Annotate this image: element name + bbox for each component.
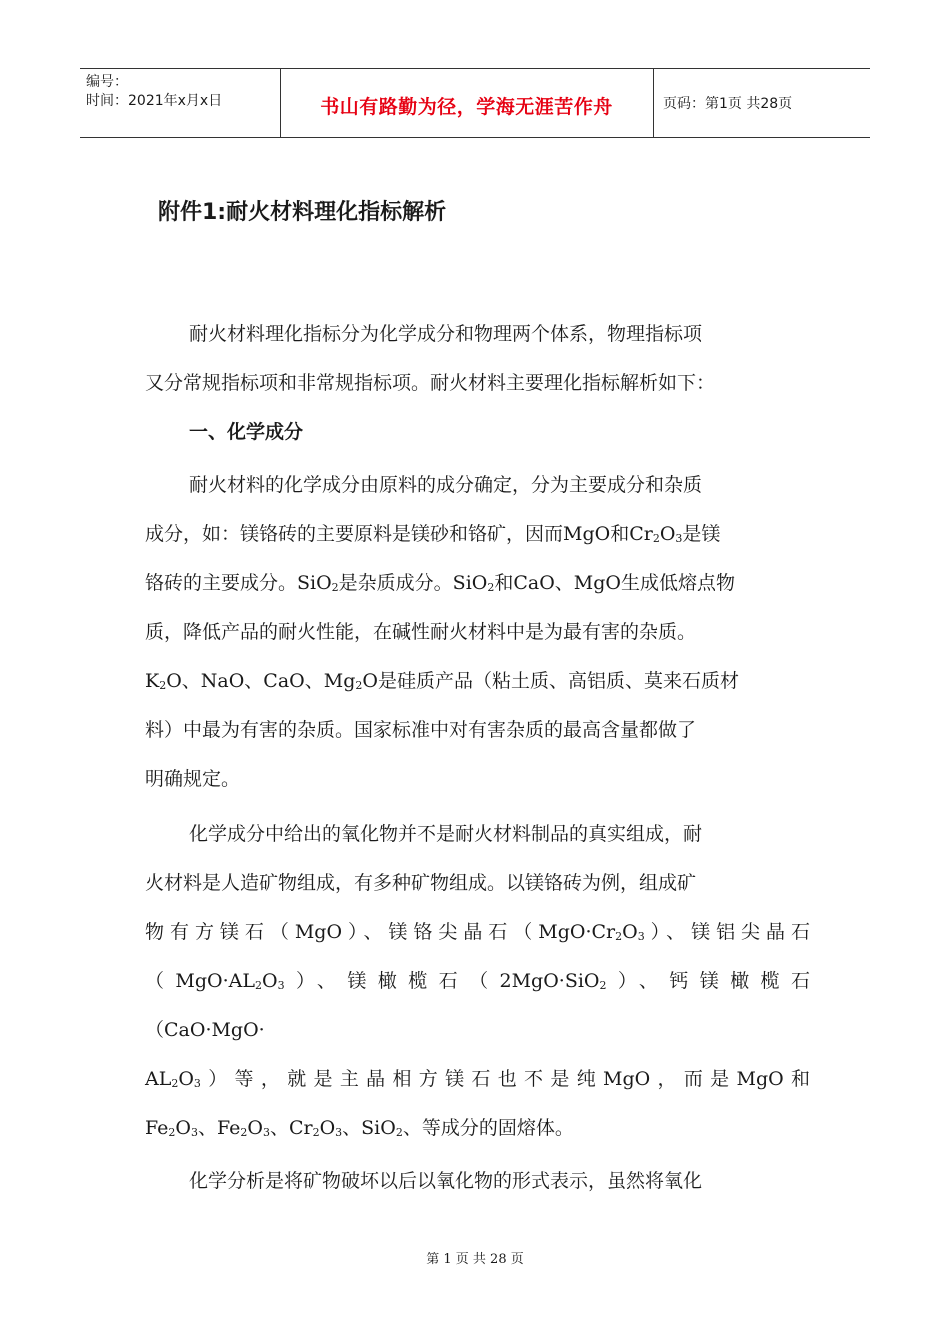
text-run: 、SiO [342, 1117, 396, 1139]
text-run: K [145, 670, 160, 692]
text-line [145, 1104, 810, 1153]
header-page-info: 页码：第1页 共28页 [663, 96, 793, 112]
subscript: 2 [171, 1077, 179, 1090]
text-line: （CaO·MgO· [145, 1019, 265, 1041]
text-run: 是杂质成分。SiO [338, 572, 488, 594]
text-run: O [319, 1117, 336, 1139]
paragraph-chemical [145, 461, 810, 804]
page-footer: 第 1 页 共 28 页 [426, 1252, 524, 1267]
text-run: ）、镁铝尖晶石 [644, 921, 810, 943]
subscript: 2 [395, 1126, 403, 1139]
subscript: 2 [255, 979, 262, 992]
subscript: 2 [487, 581, 495, 594]
text-run: 铬砖的主要成分。SiO [145, 572, 332, 594]
text-run: O [247, 1117, 263, 1139]
text-line [145, 510, 810, 559]
paragraph-analysis [145, 1157, 810, 1206]
intro-paragraph [145, 310, 810, 457]
text-line: 耐火材料理化指标分为化学成分和物理两个体系，物理指标项 [189, 323, 703, 345]
text-run: ）等，就是主晶相方镁石也不是纯MgO，而是MgO和 [200, 1068, 810, 1090]
text-run: O、NaO、CaO、Mg [166, 670, 356, 692]
subscript: 3 [637, 930, 645, 943]
text-line: 火材料是人造矿物组成，有多种矿物组成。以镁铬砖为例，组成矿 [145, 872, 697, 894]
text-run: AL [145, 1068, 172, 1090]
text-line: 明确规定。 [145, 768, 241, 790]
text-line [145, 657, 810, 706]
subscript: 2 [312, 1126, 320, 1139]
text-line: 耐火材料的化学成分由原料的成分确定，分为主要成分和杂质 [189, 474, 703, 496]
text-run: O是硅质产品（粘土质、高铝质、莫来石质材 [362, 670, 739, 692]
text-run: 成分，如：镁铬砖的主要原料是镁砂和铬矿，因而MgO和Cr [145, 523, 653, 545]
text-line [145, 957, 810, 1006]
text-run: O [178, 1068, 194, 1090]
subscript: 2 [615, 930, 623, 943]
text-run: 和CaO、MgO生成低熔点物 [494, 572, 735, 594]
text-run: O [659, 523, 676, 545]
subscript: 2 [599, 979, 607, 992]
text-run: O [622, 921, 638, 943]
subscript: 3 [190, 1126, 198, 1139]
page-header [80, 68, 870, 138]
text-run: O [175, 1117, 191, 1139]
header-meta [86, 73, 276, 111]
text-run: 、等成分的固熔体。 [402, 1117, 574, 1139]
header-divider [653, 69, 654, 137]
text-run: 是镁 [682, 523, 721, 545]
subscript: 3 [277, 979, 285, 992]
subscript: 3 [335, 1126, 343, 1139]
number-label: 编号： [86, 74, 128, 90]
subscript: 2 [240, 1126, 248, 1139]
text-line: 化学分析是将矿物破坏以后以氧化物的形式表示，虽然将氧化 [189, 1170, 703, 1192]
time-label: 时间：2021年x月x日 [86, 93, 223, 109]
text-line [145, 908, 810, 957]
text-line: 又分常规指标项和非常规指标项。耐火材料主要理化指标解析如下： [145, 372, 716, 394]
text-line: 料）中最为有害的杂质。国家标准中对有害杂质的最高含量都做了 [145, 719, 697, 741]
text-line [145, 559, 810, 608]
subscript: 2 [331, 581, 339, 594]
text-line [145, 1055, 810, 1104]
text-run: Fe [145, 1117, 169, 1139]
subscript: 3 [675, 532, 683, 545]
text-run: （MgO·AL [145, 970, 255, 992]
text-run: 物有方镁石（MgO）、镁铬尖晶石（MgO·Cr [145, 921, 616, 943]
subscript: 3 [262, 1126, 270, 1139]
document-title: 附件1:耐火材料理化指标解析 [158, 200, 447, 225]
header-motto: 书山有路勤为径，学海无涯苦作舟 [320, 96, 613, 118]
text-run: 、Cr [269, 1117, 313, 1139]
subscript: 2 [652, 532, 660, 545]
text-run: ）、镁橄榄石（2MgO·SiO [284, 970, 600, 992]
paragraph-mineral [145, 810, 810, 1153]
subscript: 3 [193, 1077, 201, 1090]
text-run: 、Fe [197, 1117, 241, 1139]
subscript: 2 [355, 679, 363, 692]
subscript: 2 [159, 679, 167, 692]
section-heading: 一、化学成分 [189, 421, 304, 443]
text-run: ）、钙镁橄榄石 [606, 970, 810, 992]
text-run: O [262, 970, 278, 992]
text-line: 化学成分中给出的氧化物并不是耐火材料制品的真实组成，耐 [189, 823, 703, 845]
text-line: 质，降低产品的耐火性能，在碱性耐火材料中是为最有害的杂质。 [145, 621, 697, 643]
subscript: 2 [168, 1126, 176, 1139]
